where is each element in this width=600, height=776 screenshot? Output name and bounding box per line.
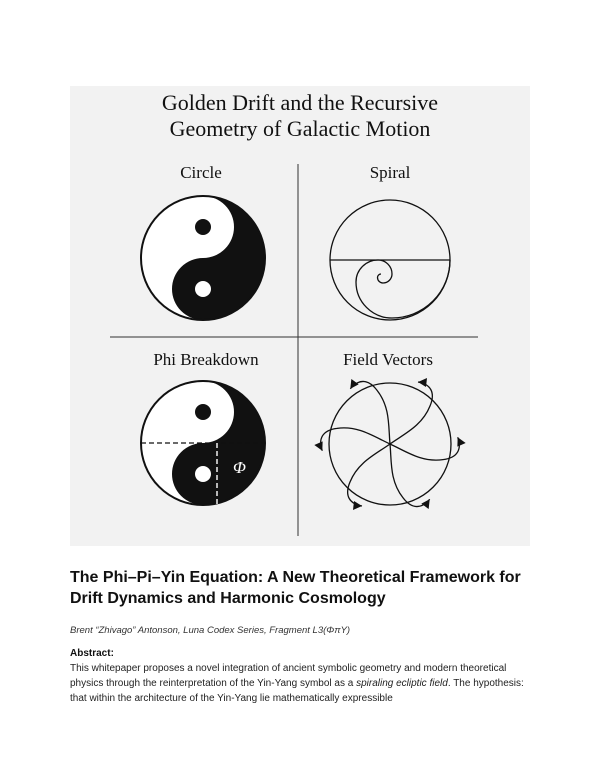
phi-symbol: Φ [233,458,246,477]
figure [70,86,530,546]
vector-arm [390,378,432,444]
vector-arm [348,444,390,510]
abstract-text-continued: . The hypothesis: that within the architecture of the Yin-Yang lie mathematically expressible [70,678,524,704]
figure-graphic [70,86,530,546]
figure-title-line2: Geometry of Galactic Motion [169,116,431,141]
vector-arm [312,407,390,477]
vector-arm [333,374,411,444]
panel-label-field-vectors: Field Vectors [343,350,433,369]
golden-spiral [330,200,450,320]
panel-label-circle: Circle [180,163,222,182]
panel-label-phi-breakdown: Phi Breakdown [153,350,259,369]
figure-title-line1: Golden Drift and the Recursive [161,90,439,115]
yin-yang-circle [141,196,265,320]
yin-yang-phi [141,381,265,505]
vector-arm [390,411,468,481]
abstract-body [70,661,542,706]
abstract-heading: Abstract: [70,648,114,659]
abstract-text: This whitepaper proposes a novel integration of ancient symbolic geometry and modern theoretical physics through the reinterpretation of the Yin-Yang symbol as a [70,663,507,689]
panel-label-spiral: Spiral [369,163,411,182]
vector-arm [369,444,447,514]
paper-authors: Brent “Zhivago” Antonson, Luna Codex Series, Fragment L3(ΦπY) [70,625,351,636]
field-vectors [312,374,469,513]
abstract-emphasis: spiraling ecliptic field [356,678,448,689]
paper-title: The Phi–Pi–Yin Equation: A New Theoretical Framework for Drift Dynamics and Harmonic Cosmology [70,569,521,607]
